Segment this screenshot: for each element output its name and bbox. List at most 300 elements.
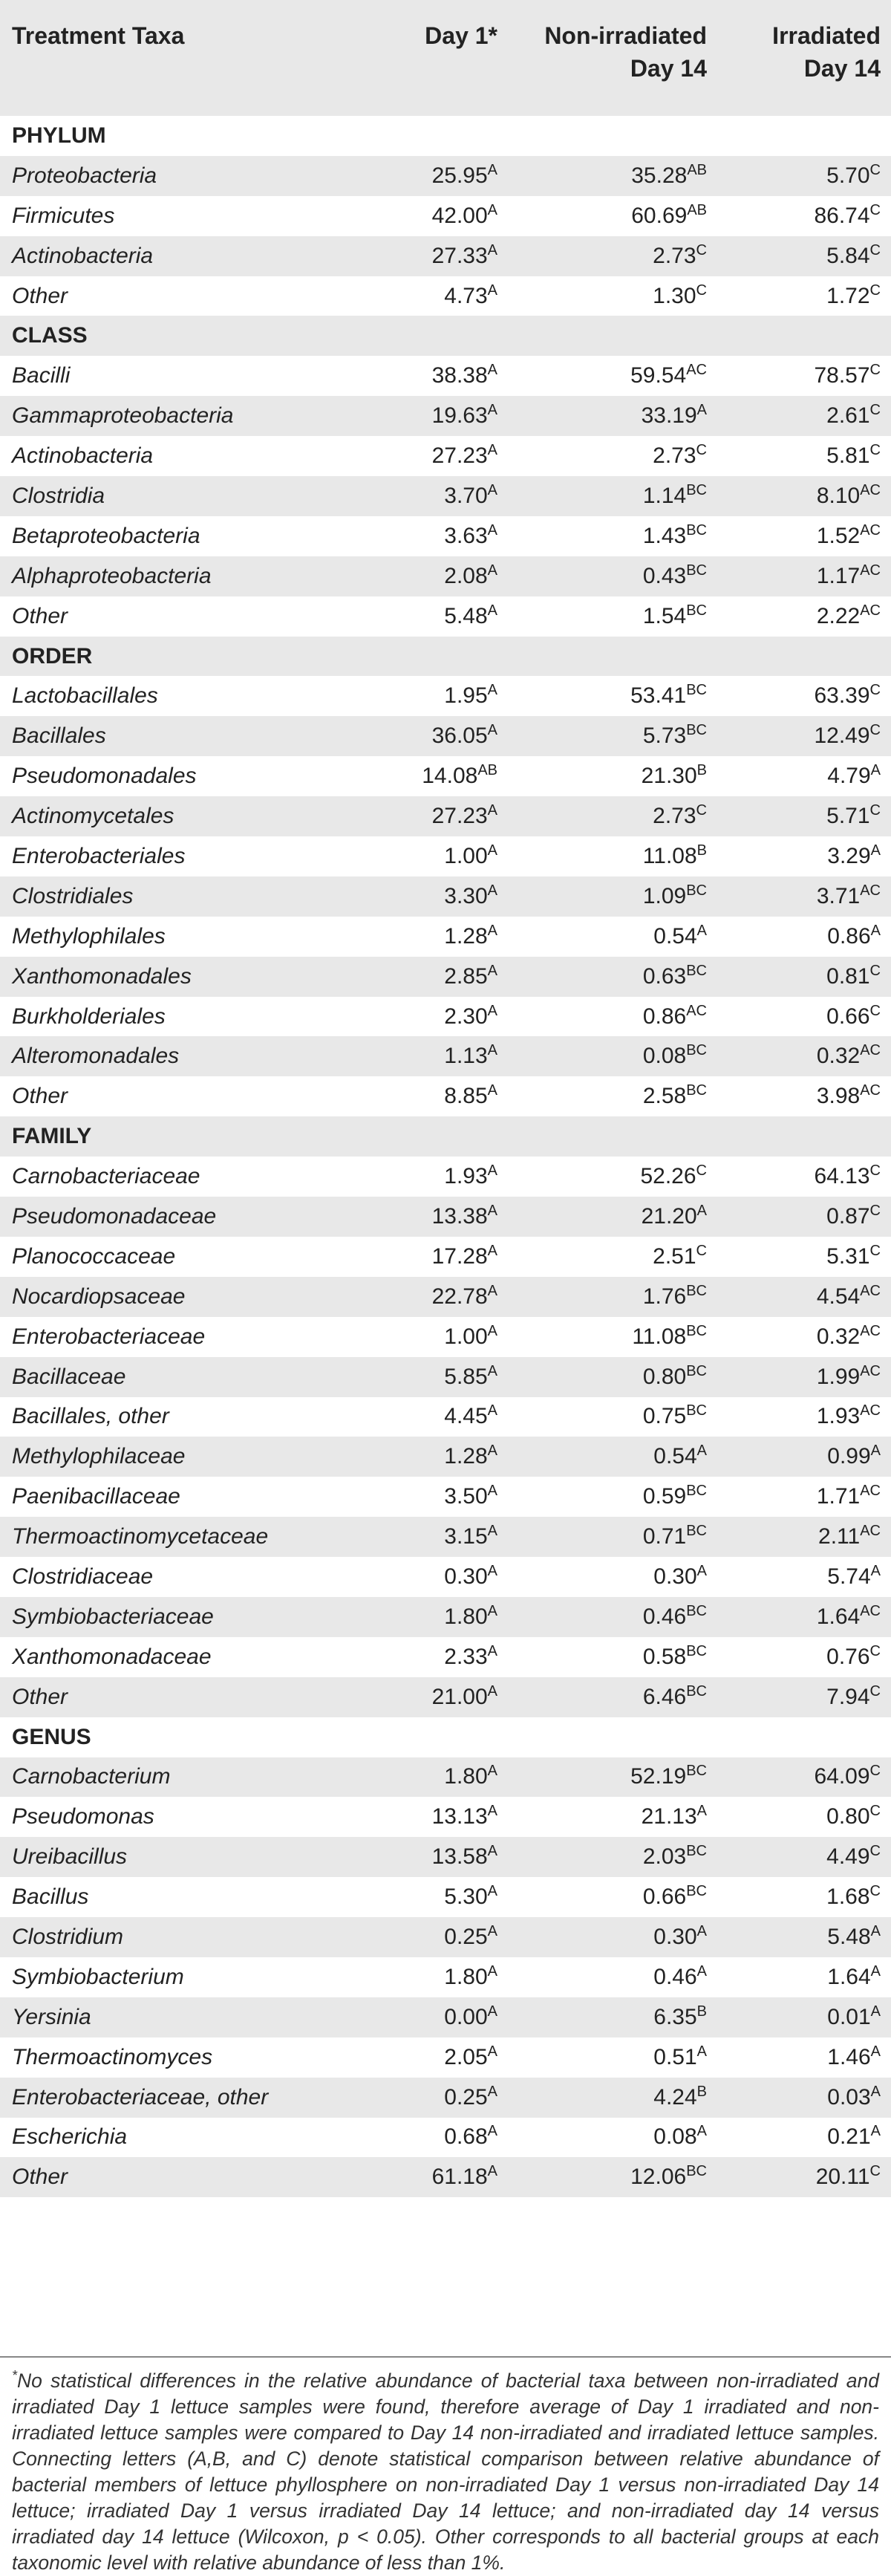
day1-value: 27.33 (431, 243, 488, 268)
non-irradiated-day14-value: 1.30 (653, 283, 696, 308)
irradiated-day14-value: 1.17 (816, 563, 861, 588)
day1-value: 36.05 (431, 723, 488, 749)
taxon-name: Bacillus (12, 1884, 89, 1910)
non-irradiated-day14-value: 1.09 (642, 883, 687, 908)
irradiated-day14-value: 5.81 (826, 443, 870, 469)
taxon-name: Bacillales, other (12, 1404, 169, 1429)
irradiated-day14-value-letters: A (870, 1962, 881, 1980)
taxon-name: Methylophilaceae (12, 1444, 186, 1469)
irradiated-day14-value-letters: A (870, 922, 881, 939)
non-irradiated-day14-value-cell (508, 1557, 717, 1597)
irradiated-day14-value: 8.10 (816, 483, 861, 508)
day1-value-cell (334, 876, 508, 917)
day1-value-cell (334, 156, 508, 196)
table-header-row (0, 0, 891, 116)
table-row (0, 957, 891, 997)
table-row (0, 876, 891, 917)
irradiated-day14-value-letters: C (869, 1162, 881, 1180)
day1-value-letters: A (487, 362, 497, 379)
irradiated-day14-value-cell (717, 1557, 891, 1597)
day1-value-cell (334, 2037, 508, 2078)
day1-value-cell (334, 1557, 508, 1597)
non-irradiated-day14-value-letters: BC (686, 682, 707, 699)
day1-value-cell (334, 1237, 508, 1277)
day1-value-letters: A (487, 1082, 497, 1099)
non-irradiated-day14-value-cell (508, 676, 717, 716)
non-irradiated-day14-value-cell (508, 396, 717, 436)
irradiated-day14-value-letters: AC (860, 1402, 881, 1419)
non-irradiated-day14-value-cell (508, 1437, 717, 1477)
irradiated-day14-value: 1.72 (826, 283, 870, 308)
table-row (0, 1397, 891, 1437)
irradiated-day14-value-letters: AC (860, 1523, 881, 1540)
irradiated-day14-value-letters: A (870, 1563, 881, 1579)
day1-value-letters: A (487, 922, 497, 939)
non-irradiated-day14-value-letters: C (696, 1162, 707, 1180)
irradiated-day14-value-cell (717, 356, 891, 396)
irradiated-day14-value-letters: A (870, 2123, 881, 2140)
non-irradiated-day14-value: 0.54 (653, 923, 697, 949)
irradiated-day14-value-cell (717, 2157, 891, 2197)
day1-value-letters: A (487, 1803, 497, 1820)
irradiated-day14-value: 0.87 (826, 1203, 870, 1229)
table-row (0, 1797, 891, 1837)
non-irradiated-day14-value: 4.24 (653, 2084, 697, 2110)
day1-value: 27.23 (431, 804, 488, 829)
irradiated-day14-value-letters: AC (860, 1282, 881, 1299)
day1-value: 1.28 (444, 923, 488, 949)
irradiated-day14-value: 0.80 (826, 1804, 870, 1829)
day1-value-cell (334, 1837, 508, 1877)
table-row (0, 1517, 891, 1557)
non-irradiated-day14-value-cell (508, 1677, 717, 1717)
table-row (0, 1076, 891, 1116)
irradiated-day14-value-cell (717, 2078, 891, 2118)
table-row (0, 1477, 891, 1517)
irradiated-day14-value-letters: C (869, 1803, 881, 1820)
day1-value-letters: A (487, 481, 497, 498)
day1-value-cell (334, 1277, 508, 1317)
day1-value-cell (334, 276, 508, 316)
irradiated-day14-value: 0.32 (816, 1324, 861, 1349)
footnote-p-symbol: p (337, 2525, 349, 2548)
irradiated-day14-value-cell (717, 1597, 891, 1637)
irradiated-day14-value-letters: AC (860, 1082, 881, 1099)
table-row (0, 276, 891, 316)
non-irradiated-day14-value-letters: BC (686, 1843, 707, 1860)
non-irradiated-day14-value-letters: BC (686, 1523, 707, 1540)
irradiated-day14-value: 2.11 (818, 1524, 861, 1549)
non-irradiated-day14-value-letters: BC (686, 1483, 707, 1500)
non-irradiated-day14-value: 0.08 (653, 2124, 697, 2150)
non-irradiated-day14-value: 11.08 (642, 843, 697, 868)
day1-value-cell (334, 1197, 508, 1237)
table-row (0, 997, 891, 1037)
taxon-name: Proteobacteria (12, 163, 157, 188)
non-irradiated-day14-value-letters: BC (686, 1082, 707, 1099)
taxon-name: Nocardiopsaceae (12, 1284, 186, 1309)
non-irradiated-day14-value-letters: C (696, 442, 707, 459)
day1-value: 5.48 (444, 603, 488, 628)
day1-value: 3.30 (444, 883, 488, 908)
non-irradiated-day14-value: 0.46 (653, 1964, 697, 1989)
non-irradiated-day14-value-letters: AC (686, 1002, 707, 1019)
non-irradiated-day14-value-letters: A (696, 2043, 707, 2060)
non-irradiated-day14-value-letters: BC (686, 1602, 707, 1619)
day1-value-cell (334, 596, 508, 637)
day1-value-letters: A (487, 1162, 497, 1180)
non-irradiated-day14-value-letters: A (696, 1563, 707, 1579)
irradiated-day14-value-letters: AC (860, 521, 881, 539)
day1-value-letters: A (487, 1642, 497, 1659)
irradiated-day14-value-cell (717, 396, 891, 436)
taxon-name: Enterobacteriaceae (12, 1324, 206, 1349)
table-body (0, 116, 891, 2197)
day1-value-cell (334, 556, 508, 596)
table-row (0, 1837, 891, 1877)
day1-value: 27.23 (431, 443, 488, 469)
non-irradiated-day14-value-cell (508, 2037, 717, 2078)
table-row (0, 1317, 891, 1357)
non-irradiated-day14-value: 6.35 (653, 2004, 697, 2029)
table-row (0, 2157, 891, 2197)
day1-value: 14.08 (422, 764, 478, 789)
table-row (0, 596, 891, 637)
day1-value-cell (334, 1917, 508, 1957)
day1-value: 1.80 (444, 1764, 488, 1789)
non-irradiated-day14-value-letters: AB (687, 161, 707, 178)
day1-value-cell (334, 1517, 508, 1557)
taxon-name: Bacilli (12, 363, 71, 388)
day1-value: 4.73 (444, 283, 488, 308)
irradiated-day14-value-cell (717, 1797, 891, 1837)
irradiated-day14-value-cell (717, 196, 891, 236)
irradiated-day14-value: 5.31 (826, 1243, 870, 1269)
day1-value: 4.45 (444, 1404, 488, 1429)
irradiated-day14-value: 78.57 (814, 363, 870, 388)
day1-value-cell (334, 1036, 508, 1076)
irradiated-day14-value-cell (717, 1157, 891, 1197)
day1-value: 1.93 (444, 1164, 488, 1189)
table-row (0, 1277, 891, 1317)
day1-value-letters: A (487, 282, 497, 299)
irradiated-day14-value: 1.64 (827, 1964, 871, 1989)
non-irradiated-day14-value-cell (508, 2078, 717, 2118)
non-irradiated-day14-value-letters: BC (686, 882, 707, 899)
non-irradiated-day14-value-letters: C (696, 802, 707, 819)
section-label: PHYLUM (12, 123, 106, 148)
day1-value-cell (334, 356, 508, 396)
irradiated-day14-value-letters: C (869, 241, 881, 258)
irradiated-day14-value-cell (717, 836, 891, 876)
non-irradiated-day14-value-letters: C (696, 241, 707, 258)
non-irradiated-day14-value: 0.59 (642, 1484, 687, 1509)
irradiated-day14-value: 1.64 (816, 1604, 861, 1629)
header-non-irradiated-day-14 (508, 0, 717, 116)
irradiated-day14-value-cell (717, 917, 891, 957)
non-irradiated-day14-value: 0.30 (653, 1564, 697, 1589)
irradiated-day14-value: 0.99 (827, 1444, 871, 1469)
table-row (0, 1237, 891, 1277)
taxon-name: Carnobacterium (12, 1764, 171, 1789)
day1-value: 61.18 (431, 2164, 488, 2190)
day1-value-cell (334, 796, 508, 836)
day1-value-cell (334, 997, 508, 1037)
day1-value: 1.00 (444, 843, 488, 868)
day1-value-cell (334, 1157, 508, 1197)
non-irradiated-day14-value-letters: BC (686, 1402, 707, 1419)
non-irradiated-day14-value-cell (508, 596, 717, 637)
non-irradiated-day14-value-cell (508, 196, 717, 236)
non-irradiated-day14-value: 1.54 (642, 603, 687, 628)
day1-value-cell (334, 957, 508, 997)
irradiated-day14-value-letters: C (869, 1843, 881, 1860)
day1-value: 13.13 (431, 1804, 488, 1829)
day1-value-cell (334, 756, 508, 796)
day1-value-cell (334, 716, 508, 756)
irradiated-day14-value-letters: C (869, 1002, 881, 1019)
taxon-name: Clostridia (12, 483, 105, 508)
taxon-name: Enterobacteriales (12, 843, 186, 868)
irradiated-day14-value: 63.39 (814, 683, 870, 709)
day1-value-letters: A (487, 442, 497, 459)
taxon-name: Burkholderiales (12, 1004, 166, 1029)
day1-value-cell (334, 1597, 508, 1637)
non-irradiated-day14-value-cell (508, 1036, 717, 1076)
irradiated-day14-value-cell (717, 2118, 891, 2158)
day1-value: 0.30 (444, 1564, 488, 1589)
non-irradiated-day14-value-cell (508, 516, 717, 556)
non-irradiated-day14-value-cell (508, 836, 717, 876)
taxon-name: Other (12, 1084, 68, 1109)
non-irradiated-day14-value-cell (508, 1797, 717, 1837)
irradiated-day14-value-cell (717, 236, 891, 276)
non-irradiated-day14-value: 53.41 (630, 683, 687, 709)
non-irradiated-day14-value-cell (508, 1357, 717, 1397)
irradiated-day14-value-cell (717, 756, 891, 796)
taxon-name: Enterobacteriaceae, other (12, 2084, 269, 2110)
table-row (0, 836, 891, 876)
irradiated-day14-value-cell (717, 1877, 891, 1917)
taxon-name: Yersinia (12, 2004, 91, 2029)
irradiated-day14-value-cell (717, 1517, 891, 1557)
irradiated-day14-value-letters: AC (860, 602, 881, 619)
day1-value-letters: A (487, 2043, 497, 2060)
section-row (0, 637, 891, 677)
day1-value: 17.28 (431, 1243, 488, 1269)
irradiated-day14-value-letters: C (869, 682, 881, 699)
non-irradiated-day14-value-letters: BC (686, 481, 707, 498)
non-irradiated-day14-value: 0.08 (642, 1044, 687, 1069)
non-irradiated-day14-value: 6.46 (642, 1684, 687, 1709)
non-irradiated-day14-value-letters: A (696, 1803, 707, 1820)
taxon-name: Escherichia (12, 2124, 128, 2150)
irradiated-day14-value: 0.03 (827, 2084, 871, 2110)
section-label: ORDER (12, 643, 93, 669)
irradiated-day14-value-letters: AC (860, 481, 881, 498)
day1-value-cell (334, 917, 508, 957)
non-irradiated-day14-value-cell (508, 716, 717, 756)
taxon-name: Betaproteobacteria (12, 523, 200, 548)
non-irradiated-day14-value-cell (508, 997, 717, 1037)
non-irradiated-day14-value: 1.76 (642, 1284, 687, 1309)
non-irradiated-day14-value: 21.13 (641, 1804, 697, 1829)
day1-value: 1.00 (444, 1324, 488, 1349)
day1-value: 5.85 (444, 1364, 488, 1389)
non-irradiated-day14-value-cell (508, 2118, 717, 2158)
day1-value-letters: A (487, 802, 497, 819)
day1-value-cell (334, 1317, 508, 1357)
non-irradiated-day14-value-letters: BC (686, 1763, 707, 1780)
day1-value: 13.58 (431, 1844, 488, 1870)
non-irradiated-day14-value: 0.63 (642, 963, 687, 989)
table-row (0, 676, 891, 716)
day1-value-letters: A (487, 1443, 497, 1460)
non-irradiated-day14-value-cell (508, 236, 717, 276)
day1-value-cell (334, 1637, 508, 1677)
day1-value-letters: A (487, 682, 497, 699)
non-irradiated-day14-value-cell (508, 1317, 717, 1357)
non-irradiated-day14-value-letters: BC (686, 1322, 707, 1339)
table-row (0, 1357, 891, 1397)
day1-value-letters: A (487, 1962, 497, 1980)
non-irradiated-day14-value: 52.26 (640, 1164, 696, 1189)
taxon-name: Symbiobacteriaceae (12, 1604, 214, 1629)
taxon-name: Thermoactinomycetaceae (12, 1524, 269, 1549)
irradiated-day14-value-cell (717, 1957, 891, 1997)
non-irradiated-day14-value-cell (508, 1957, 717, 1997)
day1-value: 38.38 (431, 363, 488, 388)
non-irradiated-day14-value-letters: B (696, 842, 707, 859)
non-irradiated-day14-value-cell (508, 796, 717, 836)
non-irradiated-day14-value: 59.54 (630, 363, 687, 388)
day1-value-cell (334, 1397, 508, 1437)
non-irradiated-day14-value: 0.30 (653, 1925, 697, 1950)
taxon-name: Other (12, 603, 68, 628)
taxon-name: Xanthomonadales (12, 963, 192, 989)
non-irradiated-day14-value: 0.86 (642, 1004, 687, 1029)
non-irradiated-day14-value: 2.73 (653, 443, 696, 469)
irradiated-day14-value: 5.70 (826, 163, 870, 188)
irradiated-day14-value-letters: C (869, 442, 881, 459)
non-irradiated-day14-value-letters: A (696, 1923, 707, 1940)
irradiated-day14-value-cell (717, 876, 891, 917)
day1-value: 22.78 (431, 1284, 488, 1309)
day1-value: 21.00 (431, 1684, 488, 1709)
section-row (0, 116, 891, 156)
taxon-name: Ureibacillus (12, 1844, 128, 1870)
day1-value: 19.63 (431, 403, 488, 429)
day1-value: 1.28 (444, 1444, 488, 1469)
irradiated-day14-value-letters: C (869, 1202, 881, 1219)
header-irradiated-day-14 (717, 0, 891, 116)
day1-value: 1.95 (444, 683, 488, 709)
irradiated-day14-value-letters: A (870, 842, 881, 859)
table-row (0, 1557, 891, 1597)
day1-value-cell (334, 1997, 508, 2037)
non-irradiated-day14-value: 33.19 (641, 403, 697, 429)
day1-value-letters: A (487, 722, 497, 739)
irradiated-day14-value-letters: C (869, 802, 881, 819)
header-day-1: Day 1* (425, 22, 497, 49)
day1-value: 3.70 (444, 483, 488, 508)
header-non-irradiated-line2: Day 14 (630, 55, 707, 82)
irradiated-day14-value-letters: A (870, 2083, 881, 2100)
table-row (0, 356, 891, 396)
non-irradiated-day14-value-letters: A (696, 1443, 707, 1460)
irradiated-day14-value-cell (717, 1477, 891, 1517)
irradiated-day14-value: 0.76 (826, 1644, 870, 1669)
day1-value-letters: A (487, 882, 497, 899)
day1-value-letters: A (487, 1563, 497, 1579)
irradiated-day14-value-cell (717, 476, 891, 516)
taxon-name: Actinobacteria (12, 443, 154, 469)
non-irradiated-day14-value: 21.30 (641, 764, 697, 789)
irradiated-day14-value-letters: AC (860, 562, 881, 579)
day1-value: 2.08 (444, 563, 488, 588)
taxon-name: Symbiobacterium (12, 1964, 184, 1989)
non-irradiated-day14-value-cell (508, 1397, 717, 1437)
day1-value: 3.15 (444, 1524, 488, 1549)
irradiated-day14-value-letters: A (870, 762, 881, 779)
non-irradiated-day14-value-letters: A (696, 922, 707, 939)
non-irradiated-day14-value: 0.71 (642, 1524, 687, 1549)
table-row (0, 1597, 891, 1637)
non-irradiated-day14-value-letters: A (696, 1962, 707, 1980)
non-irradiated-day14-value-letters: BC (686, 2163, 707, 2180)
irradiated-day14-value-cell (717, 1917, 891, 1957)
irradiated-day14-value-cell (717, 997, 891, 1037)
irradiated-day14-value: 86.74 (814, 203, 870, 228)
irradiated-day14-value-letters: C (869, 1242, 881, 1259)
non-irradiated-day14-value-cell (508, 876, 717, 917)
irradiated-day14-value-cell (717, 556, 891, 596)
irradiated-day14-value: 0.01 (827, 2004, 871, 2029)
irradiated-day14-value-letters: C (869, 2163, 881, 2180)
irradiated-day14-value: 64.13 (814, 1164, 870, 1189)
irradiated-day14-value: 0.81 (826, 963, 870, 989)
irradiated-day14-value: 1.46 (827, 2044, 871, 2069)
non-irradiated-day14-value-letters: C (696, 282, 707, 299)
irradiated-day14-value: 5.74 (827, 1564, 871, 1589)
non-irradiated-day14-value-letters: BC (686, 962, 707, 979)
taxon-name: Paenibacillaceae (12, 1484, 180, 1509)
non-irradiated-day14-value-cell (508, 1517, 717, 1557)
header-irradiated-line1: Irradiated (772, 22, 881, 49)
day1-value: 2.85 (444, 963, 488, 989)
irradiated-day14-value-cell (717, 1036, 891, 1076)
taxon-name: Methylophilales (12, 923, 166, 949)
irradiated-day14-value: 3.29 (827, 843, 871, 868)
day1-value: 42.00 (431, 203, 488, 228)
irradiated-day14-value-letters: C (869, 161, 881, 178)
day1-value: 1.80 (444, 1964, 488, 1989)
irradiated-day14-value: 1.71 (816, 1484, 861, 1509)
irradiated-day14-value: 7.94 (826, 1684, 870, 1709)
non-irradiated-day14-value: 0.43 (642, 563, 687, 588)
irradiated-day14-value: 4.49 (826, 1844, 870, 1870)
table-row (0, 156, 891, 196)
day1-value: 0.25 (444, 1925, 488, 1950)
footnote-text-part1: No statistical differences in the relative abundance of bacterial taxa between non-irradiated and irradiated Day 1 lettuce samples were found, therefore average of Day 1 irradiated and non-irradiated lettuce samples were compared to Day 14 non-irradiated and irradiated lettuce samples. Connecting letters (A,B, and C) denote statistical comparison between relative abundance of bacterial members of lettuce phyllosphere on non-irradiated Day 1 versus non-irradiated Day 14 lettuce; irradiated Day 1 versus irradiated Day 14 lettuce; and non-irradiated day 14 versus irradiated day 14 lettuce (Wilcoxon, (12, 2370, 879, 2548)
day1-value-letters: A (487, 1602, 497, 1619)
taxon-name: Bacillales (12, 723, 106, 749)
taxon-name: Clostridiaceae (12, 1564, 154, 1589)
irradiated-day14-value-letters: C (869, 1763, 881, 1780)
irradiated-day14-value: 5.71 (826, 804, 870, 829)
non-irradiated-day14-value-letters: BC (686, 1682, 707, 1700)
irradiated-day14-value: 1.99 (816, 1364, 861, 1389)
